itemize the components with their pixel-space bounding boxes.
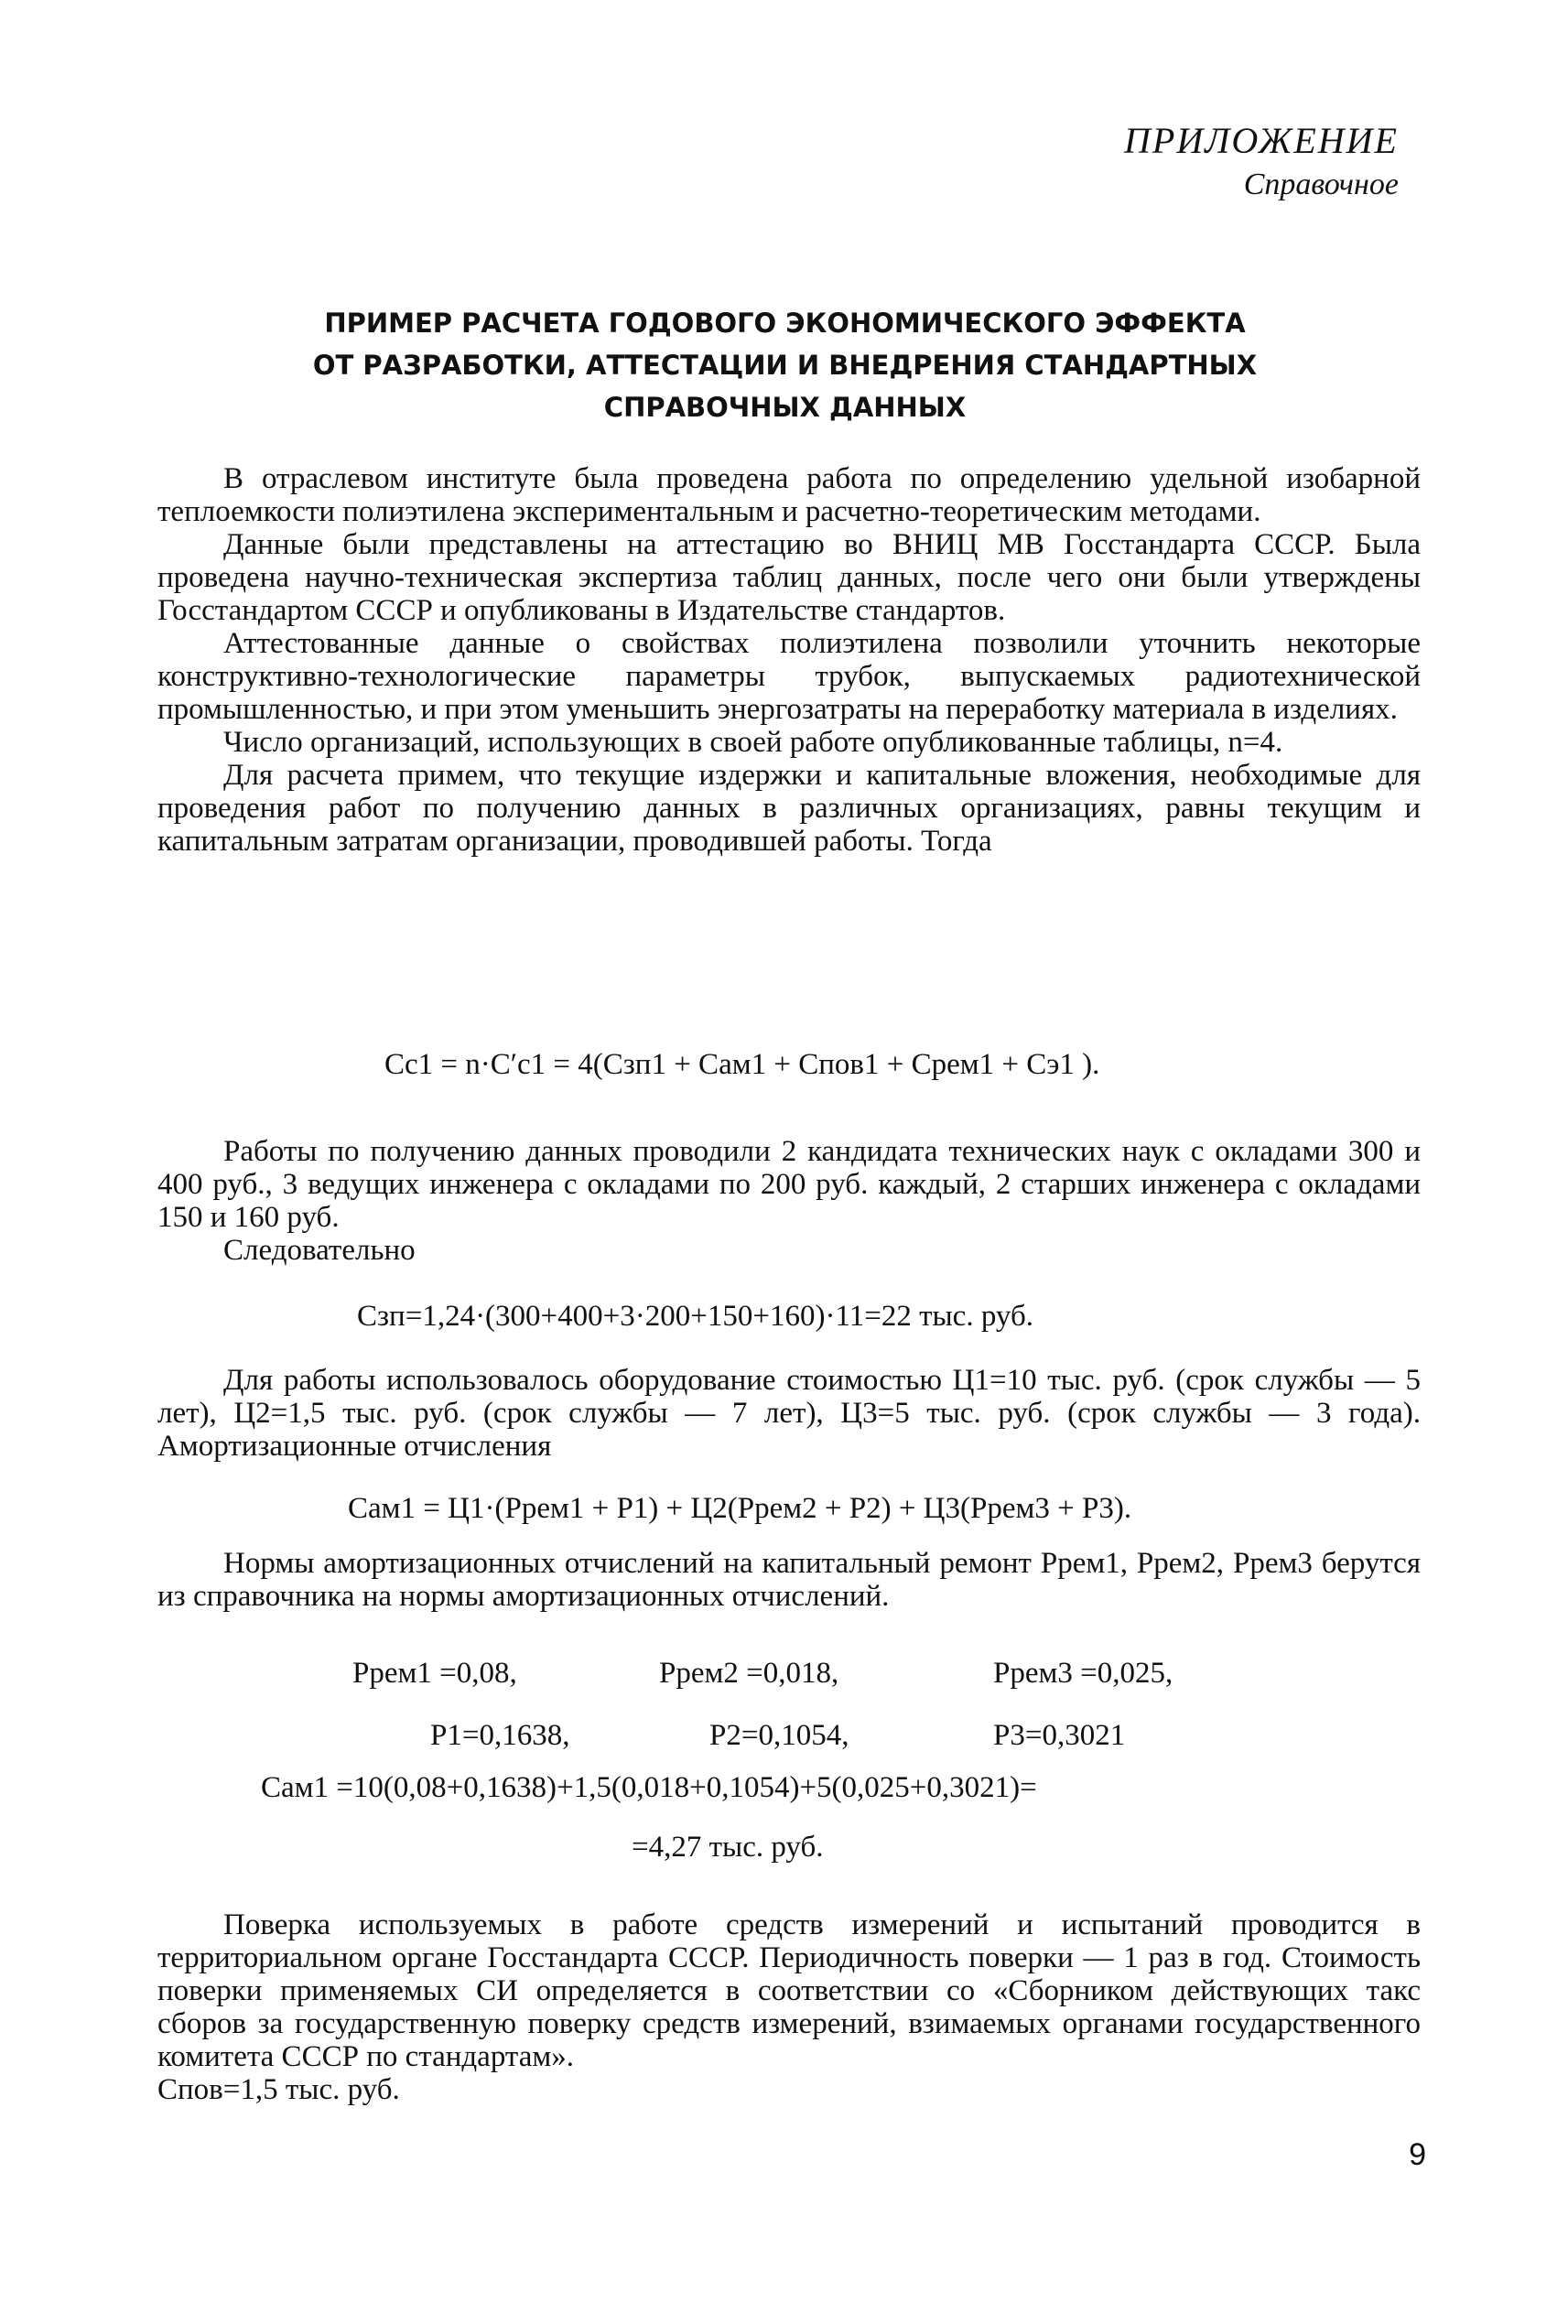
- title-line-1: ПРИМЕР РАСЧЕТА ГОДОВОГО ЭКОНОМИЧЕСКОГО ЭФФЕКТА: [324, 308, 1246, 339]
- formula-p2: P2=0,1054,: [709, 1719, 849, 1752]
- paragraph-1: В отраслевом институте была проведена работа по определению удельной изобарной теплоемкости полиэтилена экспериментальным и расчетно-теоретическим методами.: [157, 462, 1421, 528]
- appendix-label: ПРИЛОЖЕНИЕ: [1124, 120, 1399, 161]
- formula-prem3: Pрем3 =0,025,: [993, 1657, 1173, 1690]
- paragraph-5: Для расчета примем, что текущие издержки и капитальные вложения, необходимые для проведения работ по получению данных в различных организациях, равны текущим и капитальным затратам организации, проводившей работы. Тогда: [157, 759, 1421, 858]
- page-number: 9: [1409, 2137, 1426, 2172]
- intro-block: [157, 462, 1421, 858]
- paragraph-6b: Следовательно: [223, 1234, 416, 1267]
- paragraph-10: Cпов=1,5 тыс. руб.: [157, 2073, 400, 2106]
- reference-label: Справочное: [1243, 168, 1399, 201]
- document-title: [229, 302, 1341, 428]
- paragraph-8: Нормы амортизационных отчислений на капитальный ремонт Pрем1, Pрем2, Pрем3 берутся из справочника на нормы амортизационных отчислений.: [157, 1547, 1421, 1613]
- norms-block: [157, 1547, 1421, 1613]
- staff-block: [157, 1135, 1421, 1267]
- formula-depreciation-result: =4,27 тыс. руб.: [632, 1831, 824, 1864]
- paragraph-3: Аттестованные данные о свойствах полиэтилена позволили уточнить некоторые конструктивно-технологические параметры трубок, выпускаемых радиотехнической промышленностью, и при этом уменьшить энергозатраты на переработку материала в изделиях.: [157, 627, 1421, 726]
- formula-prem1: Pрем1 =0,08,: [352, 1657, 517, 1690]
- formula-salary: Cзп=1,24·(300+400+3·200+150+160)·11=22 тыс. руб.: [357, 1300, 1034, 1333]
- formula-prem2: Pрем2 =0,018,: [659, 1657, 839, 1690]
- formula-total-cost: Cс1 = n·C′с1 = 4(Cзп1 + Cам1 + Cпов1 + Cрем1 + Cэ1 ).: [384, 1048, 1100, 1081]
- title-line-3: СПРАВОЧНЫХ ДАННЫХ: [603, 392, 967, 423]
- appendix-header: [1124, 119, 1399, 202]
- formula-depreciation-value: Cам1 =10(0,08+0,1638)+1,5(0,018+0,1054)+5(0,025+0,3021)=: [261, 1771, 1037, 1804]
- equipment-block: [157, 1364, 1421, 1463]
- paragraph-4: Число организаций, использующих в своей работе опубликованные таблицы, n=4.: [223, 726, 1283, 759]
- formula-depreciation: Cам1 = Ц1·(Pрем1 + P1) + Ц2(Pрем2 + P2) + Ц3(Pрем3 + P3).: [348, 1492, 1132, 1525]
- formula-p3: P3=0,3021: [993, 1719, 1126, 1752]
- paragraph-2: Данные были представлены на аттестацию во ВНИЦ МВ Госстандарта СССР. Была проведена научно-техническая экспертиза таблиц данных, после чего они были утверждены Госстандартом СССР и опубликованы в Издательстве стандартов.: [157, 528, 1421, 627]
- paragraph-9: Поверка используемых в работе средств измерений и испытаний проводится в территориальном органе Госстандарта СССР. Периодичность поверки — 1 раз в год. Стоимость поверки применяемых СИ определяется в соответствии со «Сборником действующих такс сборов за государственную поверку средств измерений, взимаемых органами государственного комитета СССР по стандартам».: [157, 1908, 1421, 2073]
- paragraph-6: Работы по получению данных проводили 2 кандидата технических наук с окладами 300 и 400 руб., 3 ведущих инженера с окладами по 200 руб. каждый, 2 старших инженера с окладами 150 и 160 руб.: [157, 1135, 1421, 1234]
- paragraph-7: Для работы использовалось оборудование стоимостью Ц1=10 тыс. руб. (срок службы — 5 лет), Ц2=1,5 тыс. руб. (срок службы — 7 лет), Ц3=5 тыс. руб. (срок службы — 3 года). Амортизационные отчисления: [157, 1364, 1421, 1463]
- formula-p1: P1=0,1638,: [430, 1719, 570, 1752]
- title-line-2: ОТ РАЗРАБОТКИ, АТТЕСТАЦИИ И ВНЕДРЕНИЯ СТАНДАРТНЫХ: [312, 350, 1258, 381]
- verification-block: [157, 1908, 1421, 2106]
